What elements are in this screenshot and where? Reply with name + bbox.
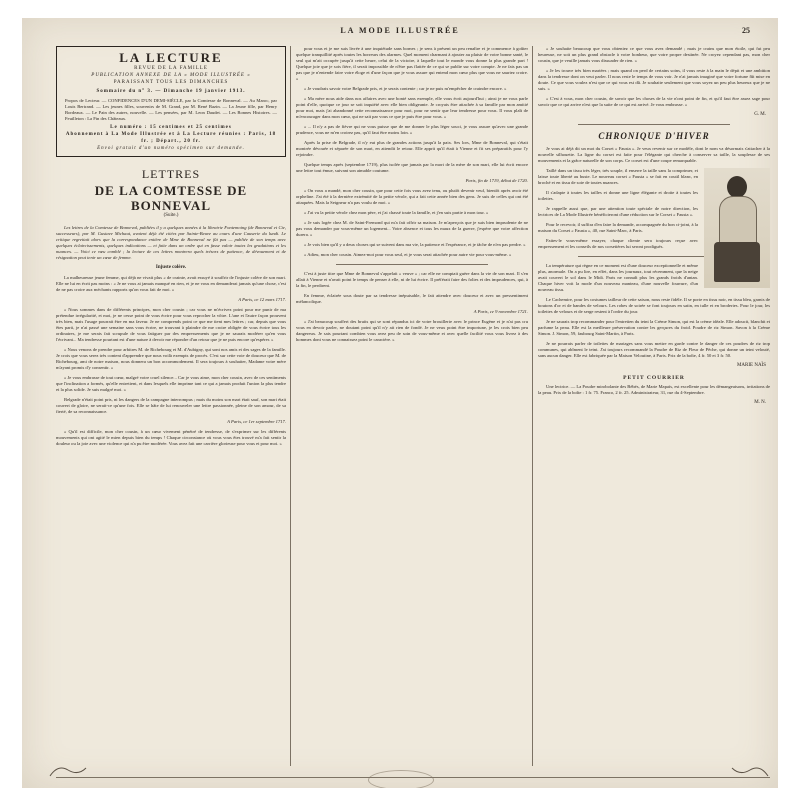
article-paragraph: « Nous venons de prendre pour arbitres M. de Richebourg et M. d'Aubigny, qui sont nos amis et des sages de la famille. Je crois que vous serez très content d'apprendre que nous voilà exempts de procès. C'est sur cette voie de douceur que M. de Richebourg, ami de notre maison, nous donnera un bon accommodement. Il sera toujours à souhaiter, Madame votre mère m'ayant promis d'y consentir. » — [56, 347, 286, 370]
article-paragraph: « Je suis logée chez M. de Saint-Fremond qui m'a fait offrir sa maison. Je m'aperçois que je suis bien imprudente de ne pas vous demander par vous-même un logement... Votre absence et tous les maux de la guerre, j'espère que votre affection durera. » — [296, 220, 528, 237]
chronique-paragraph: Taillé dans un tissu très léger, très souple, il enserre la taille sans la comprimer, et laisse toute liberté au buste. Le nouveau corset « Fausta » se fait en coutil blanc, en broché et en tissu de soie de toutes nuances. — [538, 168, 698, 185]
article-paragraph: « Qu'il est difficile, mon cher cousin, à un cœur vivement pénétré de tendresse, de s'exprimer sur les différents mouvements qui ont agité le mien depuis bien du temps ! Chaque circonstance où vous vous êtes trouvé m'a fait sentir la douleur ou la joie avec une violence qui n'a pu être modérée. Vous avez fait une carrière glorieuse pour vous et pour moi. » — [56, 429, 286, 446]
chronique-paragraph: Le Cachemire, pour les costumes tailleur de cette saison, nous reste fidèle. Il se porte en tissu noir, en tissu bleu, garnis de boutons d'or et de bandes de velours. Les robes de soirée se font toujours en satin, en tulle et en broderies. Pour le jour, les toilettes de velours et de serge restent à l'ordre du jour. — [538, 297, 770, 314]
article-paragraph: « Ma mère nous aide dans nos affaires avec une bonté sans exemple, elle vous écrit aujourd'hui ; ainsi je ne vous parle point d'elle, quoique ce jour se soit inquiété avec elle bien obligeante. Je croyais être attachée à sa famille par mon amitié pour moi, mais j'ai abandonné cette reconnaissance pour moi, pour ne sentir que leur tendresse pour vous. Il vous plaît de m'encourager dans mon cœur, qui ne sait par vous ce que je puis être pour vous. » — [296, 96, 528, 119]
chronique-paragraph: La température qui règne en ce moment est d'une douceur exceptionnelle et même plus, anormale. On a pu lire, en effet, dans les journaux, tout récemment, que la neige avait couvert le sol dans le Midi. Paris ne connaît plus les grands froids d'antan. Chaque hiver voit la mode d'un nouveau manteau, d'une nouvelle fourrure, d'un nouveau tissu. — [538, 263, 698, 292]
chronique-paragraph: Pour le recevoir, il suffira d'en faire la demande, accompagnée du bon ci-joint, à la maison du Corset « Fausta », 40, rue Saint-Marc, à Paris. — [538, 222, 698, 233]
chronique-paragraph: Il s'adapte à toutes les tailles et donne une ligne élégante et droite à toutes les toilettes. — [538, 190, 698, 201]
chronique-paragraph: Je vous ai déjà dit un mot du Corset « Fausta ». Je veux revenir sur ce modèle, dont le nom va désormais s'attacher à la nouvelle silhouette. La ligne du corset est faite pour l'élégante qui cherche à conserver sa taille, la souplesse de ses mouvements et la grâce naturelle de son corps. Ce corset est d'une coupe remarquable. — [538, 146, 770, 163]
article-paragraph: Belgrade n'était point pris, ni les dangers de la campagne interrompus ; mais du moins son mari était sauf, son mari était couvert de gloire, ne serait-ce qu'une fois. Elle se hâte de lui renouveler une lettre passionnée, pleine de son amour, de sa fierté, de sa reconnaissance. — [56, 397, 286, 414]
lecture-subtitle: REVUE DE LA FAMILLE — [134, 66, 208, 71]
article-paragraph: « On vous a mandé, mon cher cousin, que pour cette fois vous avez tenu, ou plutôt devenir veuf, bientôt après avoir été orpheline. J'ai été à la dernière extrémité de la petite vérole, qui a fait cette année bien des gens. Je suis de celles qui ont été attaquées. Mais la Seigneur n'a pas voulu de moi. » — [296, 188, 528, 205]
article-dateline: A Paris, ce 9 novembre 1721. — [473, 309, 528, 314]
article-paragraph: Quelque temps après (septembre 1719), plus isolée que jamais par la mort de la mère de son mari, elle lui écrit encore une lettre tout émue, suivant son aimable coutume. — [296, 162, 528, 173]
bottom-border — [56, 777, 770, 784]
petit-courrier-signature: M. N. — [754, 400, 766, 405]
article-paragraph: « Je voudrais savoir votre Belgrade pris, et je serais contente ; car je ne puis m'empêcher de craindre encore. » — [304, 86, 507, 91]
section-divider — [578, 124, 730, 125]
lecture-footer: Envoi gratuit d'un numéro spécimen sur demande. — [97, 146, 245, 151]
article-intro: Les lettres de la Comtesse de Bonneval, publiées il y a quelques années à la librairie Fontemoing (de Bonneval et Cie, successeurs), par M. Gustave Michaut, avaient déjà été citées par Sainte-Beuve au cours d'une Causerie du lundi. Le critique regrettait alors que la correspondance entière de Mme de Bonneval ne fût pas — publiée de son temps avec quelques éclaircissements, quelques indications — et faite dans un ordre qui en fasse valoir toutes les gradations et les nuances. — Voici ce vœu comblé ; la lecture de ces lettres montrera quels trésors de patience, de dévouement et de résignation peut tenir un cœur de femme. — [56, 225, 286, 260]
article-paragraph: « C'est à vous, mon cher cousin, de savoir que les choses de la vie n'ont point de fin, et qu'il faut être assez sage pour savoir que ce qui arrive n'est que la suite de ce qui est arrivé. Je vous embrasse. » — [538, 96, 770, 107]
article-paragraph: pour vous et je me suis livrée à une inquiétude sans bornes ; je sens à présent un peu renaître et je commence à goûter quelque tranquillité après toutes les horreurs des alarmes. Quel moment charmant à ajouter au plaisir de votre bonne santé, le seul qui m'ait occupée jusqu'à cette heure, celui de la victoire, à laquelle tout le monde vous donne la plus grande part ! Quelque joie que je sois fière, il serait impossible de n'être pas flattée de ce qui se publie sur votre compte. Je ne fais pas un pas que je n'entende faire votre éloge et d'une façon que je vous assure qui entend mon cœur plus que vous ne sauriez croire. » — [296, 46, 528, 81]
running-head: LA MODE ILLUSTRÉE — [340, 26, 460, 35]
article-paragraph: « J'ai vu la petite vérole chez mon père, et j'ai chassé toute la famille, et j'en suis partie à mon tour. » — [304, 210, 489, 215]
petit-courrier-title: PETIT COURRIER — [623, 375, 685, 381]
lecture-annex-line: PUBLICATION ANNEXE DE LA « MODE ILLUSTRÉE » — [91, 73, 251, 78]
article-paragraph: « Je les trouve très bien mariées ; mais quand on perd de certains soins, il vous reste à la main le dépit et une ambition dans la tendresse dont on veut parler. Il nous reste le temps de vous voir. Je n'ai jamais imaginé que votre fortune fût mise en doute. Ce que vous voulez n'est que ce qui vous est dû. Je souhaite seulement que vous soyez un peu plus heureux que je ne suis. » — [538, 68, 770, 91]
chronique-paragraph: Je ne pourrais parler de toilettes de mariages sans vous mettre en garde contre le danger de ces poudres de riz trop communes, qui abîment le teint. J'ai toujours recommandé la Poudre de Riz de Fleur de Pêche, qui donne un teint velouté, sans aucun danger. Elle est fabriquée par la Maison Veloutine, à Paris. Prix de la boîte, 4 fr. 50 et 3 fr. 50. — [538, 341, 770, 358]
article-paragraph: « ... Il n'y a pas de fièvre qui ne vous puisse que de me donner le plus léger souci, je vous assure qu'avec une grande prudence, vous ne m'en croirez pas, qu'il faut être moins loin. » — [296, 124, 528, 135]
lecture-contents: Propos de Lecteur. — CONFIDENCES D'UN DEMI-SIÈCLE, par la Comtesse de Bonneval. — Au Maroc, par Louis Bertrand. — Les jeunes filles, souvenirs de M. Grand, par M. René Bazin. — La Jeune fille, par Henry Bordeaux. — Le Pain des autres, nouvelle. — Les pensées, par M. Leon Daudet. — Les Bonnes Histoires. — Feuilleton : La Fin des Châteaux. — [65, 98, 277, 121]
chronique-paragraph: Je ne saurais trop recommander pour l'entretien du teint la Crème Simon, qui est la crème idéale. Elle adoucit, blanchit et parfume la peau. Elle est la meilleure préservation contre les gerçures du froid. Poudre de riz Simon. Savon à la Crème Simon. J. Simon, 59, faubourg Saint-Martin, à Paris. — [538, 319, 770, 336]
corset-illustration — [704, 168, 770, 288]
petit-courrier-paragraph: Une lectrice. — La Poudre mirobolante des Bébés, de Marie Mapaïs, est excellente pour les démangeaisons, irritations de la peau. Prix de la boîte : 1 fr. 75. Franco, 2 fr. 25. Administrateur, 31, rue du 4-Septembre. — [538, 384, 770, 395]
article-paragraph: « Je souhaite beaucoup que vous obteniez ce que vous avez demandé ; mais je crains que mon étoile, qui fut peu heureuse, ne soit un plus grand obstacle à votre bonheur, que votre propre destinée. Ne croyez cependant pas, mon cher cousin, que je veuille jamais vous dissuader de rien. » — [538, 46, 770, 63]
article-paragraph: La malheureuse jeune femme, qui déjà ne vivait plus « de crainte, avait essuyé à souffrir de l'injuste colère de son mari. Elle ne lui en écrit pas moins : « Je ne vous ai jamais manqué en rien, et je ne vous en demanderai jamais qu'une chose, c'est de ne pas croire aux méchants rapports qu'on vous fait de moi. » — [56, 275, 286, 292]
lecture-title: LA LECTURE — [119, 50, 223, 65]
newspaper-page — [22, 18, 778, 788]
column-1 — [56, 46, 286, 451]
chronique-title: CHRONIQUE D'HIVER — [598, 131, 710, 141]
lecture-sommaire: Sommaire du n° 3. — Dimanche 19 janvier 1913. — [96, 89, 246, 94]
lecture-frequency-line: PARAISSANT TOUS LES DIMANCHES — [113, 80, 229, 85]
article-subhead: Injuste colère. — [155, 265, 187, 270]
chronique-paragraph: Je rappelle aussi que, par une attention toute spéciale de notre direction, les lectrices de La Mode Illustrée bénéficieront d'une réduction sur le Corset « Fausta ». — [538, 206, 698, 217]
figure-skirt — [714, 242, 760, 282]
column-rule-left — [290, 46, 291, 766]
column-3 — [538, 46, 770, 412]
article-dateline: A Paris, ce 1er septembre 1717. — [227, 419, 286, 424]
article-paragraph: « Adieu, mon cher cousin. Aimez-moi pour vous seul, et je vous serai attachée pour autre vie pour vous-même. » — [304, 252, 512, 257]
lecture-subscription: Abonnement à La Mode Illustrée et à La Lecture réunies : Paris, 18 fr. ; Départ., 20 fr. — [65, 132, 277, 144]
article-title-top: LETTRES — [141, 167, 201, 181]
page-number: 25 — [742, 26, 750, 35]
article-paragraph: « Nous sommes dans de différents principes, mon cher cousin ; car vous ne m'écrivez point pour me punir de ma prétendue irrégularité, et moi, je ne cesse point de vous écrire pour vous reprocher la vôtre. L'une et l'autre façon prouvent très bien, mais l'usage pourrait être en ma faveur. Je ne comprends point ce que me tient mes lettres ; car, depuis que vous êtes parti, je n'ai passé une semaine sans vous écrire, ne trouvant à plaindre de me croire obligée de vous écrire tous les ordinaires, je me serais fait scrupule de vous fatiguer par des empressements que je ne saurais modérer qu'en vous l'écrivant... Ma tendresse pourtant est d'une nature à devoir me répondre d'un retour que je ne puis encore qu'espérer. » — [56, 307, 286, 342]
chronique-paragraph: Faites-le vous-même essayer, chaque cliente sera toujours reçue avec empressement et les conseils de nos corsetières lui seront prodigués. — [538, 238, 698, 249]
article-signature: G. M. — [754, 112, 766, 117]
article-dateline: Paris, fin de 1719, début de 1720. — [465, 178, 528, 183]
section-divider — [336, 264, 488, 265]
article-title-main: DE LA COMTESSE DE BONNEVAL — [94, 183, 248, 213]
article-paragraph: « Je vois bien qu'il y a deux choses qui se suivent dans ma vie, la patience et l'espérance, et je tâche de n'en pas perdre. » — [304, 242, 526, 247]
article-suite: (Suite.) — [163, 213, 179, 218]
article-dateline: A Paris, ce 12 mars 1717. — [238, 297, 286, 302]
chronique-signature: MARIE NAÏS — [736, 363, 766, 368]
article-paragraph: « Je vous embrasse de tout cœur, malgré votre cruel silence... Car je vous aime, mon cher cousin, avec de ces sentiments que l'inclination a formés, qu'elle entretient, et dans lesquels elle imprime tant ce qui a jamais produit l'union la plus tendre et la plus solide. Je suis malgré moi. » — [56, 375, 286, 392]
article-paragraph: C'est à juste titre que Mme de Bonneval s'appelait « veuve » ; car elle ne comptait guère dans la vie de son mari. Il s'en allait à Vienne et n'avait point le temps de penser à elle, ni de lui écrire. Il préférait faire des folies et des imprudences, qui, à la fin, le perdirent. — [296, 271, 528, 288]
lecture-prices: Le numéro : 15 centimes et 25 centimes — [110, 125, 232, 130]
figure-corset — [719, 196, 757, 248]
article-paragraph: Après la prise de Belgrade, il n'y eut plus de grandes actions jusqu'à la paix. Ses lors, Mme de Bonneval, qui s'était montrée dévouée et séparée de son mari, en attendit le retour. Elle apprit qu'il était à Vienne et fit ses préparatifs pour l'y rejoindre. — [296, 140, 528, 157]
corner-flourish-left — [48, 762, 88, 778]
column-2 — [296, 46, 528, 347]
column-rule-right — [532, 46, 533, 766]
lecture-box — [56, 46, 286, 157]
figure-head — [727, 176, 747, 198]
corner-flourish-right — [730, 762, 770, 778]
article-paragraph: « J'ai beaucoup souffert des bruits qui se sont répandus ici de votre brouillerie avec le prince Eugène et je n'ai pas cru vous en devoir parler, ne doutant point qu'il n'y ait rien de fondé. Je ne veux point être importune, je les crois bien peu dangereux. Je sais pourtant combien vous avez peu de soin de vous-même et avec quelle facilité vous vous livrez à des hommes dont vous ne connaissez point le caractère. » — [296, 319, 528, 342]
article-paragraph: En femme, éclairée sous doute par sa tendresse inépuisable, le fait attendre avec douceur et avec un pressentiment mélancolique. — [296, 293, 528, 304]
